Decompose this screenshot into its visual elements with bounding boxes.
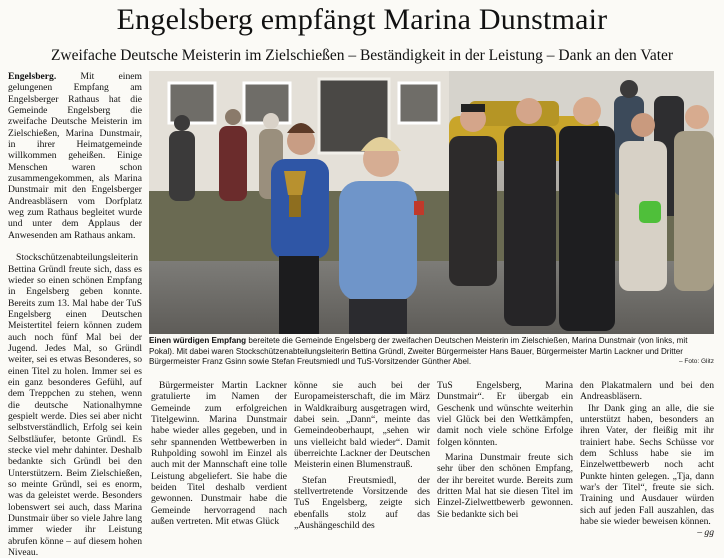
article-column-3 [294,380,430,531]
press-photo [149,71,714,334]
article-column-5 [580,380,714,539]
headline: Engelsberg empfängt Marina Dunstmair [116,3,608,36]
article-paragraph: den Plakatmalern und bei den Andreasbläsern. [580,380,714,403]
article-paragraph: Marina Dunstmair freute sich sehr über den schönen Empfang, der ihr bereitet wurde. Bereits zum dritten Mal hat sie diesen Titel im Einzel-Zielwettbewerb gewonnen. Sie bedankte sich bei [437,452,573,520]
paragraph-text: Mit einem gelungenen Empfang am Engelsberger Rathaus hat die Gemeinde Engelsberg die zweifache Deutsche Meisterin im Zielschießen, Marina Dunstmair, in ihrer Heimatgemeinde willkommen geheißen. Einige Menschen waren schon zusammengekommen, als Marina Dunstmair mit den Engelsberger Andreasbläsern vom Dorfplatz weg zum Rathaus begleitet wurde und unter dem Applaus der Anwesenden am Rathaus ankam. [8,71,142,241]
article-paragraph: Stockschützenabteilungsleiterin Bettina Gründl freute sich, dass es wieder so einen schönen Empfang in Engelsberg geben konnte. Bereits zum 13. Mal habe der TuS Engelsberg einen Deutschen Meistertitel feiern können zudem auch noch fünf Mal bei der Jugend. Jedes Mal, so Gründl weiter, sei es etwas Besonderes, so einen Titel zu holen. Immer sei es ein ganz besonderes Gefühl, auf dem Treppchen zu stehen, wenn die deutsche Nationalhymne gespielt werde. Dies sei aber nicht selbstverständlich, Erfolg sei kein Selbstläufer, betonte Gründl. Es stecke viel mehr dahinter. Deshalb bedankte sich Gründl bei den Unterstützern. Beim Zielschießen, so meinte Gründl, sei es enorm, was da geleistet werde. Besonders lobenswert sei auch, dass Marina Dunstmair über so viele Jahre lang immer wieder ihr Leistung abrufen könne – auf diesem hohen Niveau. [8,252,142,558]
author-signature: – gg [697,527,714,539]
article-paragraph: TuS Engelsberg, Marina Dunstmair“. Er übergab ein Geschenk und wünschte weiterhin viel Glück bei den Wettkämpfen, damit noch viele schöne Erfolge folgen könnten. [437,380,573,448]
photo-caption [149,336,714,368]
article-paragraph: Bürgermeister Martin Lackner gratulierte im Namen der Gemeinde zum erfolgreichen Titelgewinn. Marina Dunstmair habe wieder alles gegeben, und in sehr spannenden Wettbewerben in Ruhpolding sowohl im Einzel als auch mit der Mannschaft eine tolle Leistung abgeliefert. Sie habe die beiden Titel deshalb verdient gewonnen. Dunstmair habe die Gemeinde hervorragend nach außen vertreten. Mit etwas Glück [151,380,287,528]
article-paragraph [8,71,142,241]
article-paragraph: Stefan Freutsmiedl, der stellvertretende Vorsitzende des TuS Engelsberg, zeigte sich ebenfalls stolz auf das „Aushängeschild des [294,474,430,532]
dateline: Engelsberg. [8,71,57,82]
photo-illustration [149,71,714,334]
article-column-1 [8,71,142,558]
article-paragraph: Ihr Dank ging an alle, die sie unterstützt haben, besonders an ihren Vater, der fleißig mit ihr trainiert habe. Sechs Schüsse vor dem Schluss habe sie im Einzelwettbewerb noch acht Punkte hinten gelegen. „Tja, dann war's der Titel“, freute sie sich. Training und Ausdauer würden sich auf jeden Fall auszahlen, das habe sie wieder beweisen können. [580,402,714,528]
caption-lead: Einen würdigen Empfang [149,336,247,345]
photo-credit: – Foto: Glitz [678,358,714,365]
article-column-4 [437,380,573,520]
caption-text: bereitete die Gemeinde Engelsberg der zweifachen Deutschen Meisterin im Zielschießen, Marina Dunstmair (von links, mit Pokal). Mit dabei waren Stockschützenabteilungsleiterin Bettina Gründl, Zweiter Bürgermeister Hans Bauer, Bürgermeister Martin Lackner und Dritter Bürgermeister Franz Gsinn sowie Stefan Freutsmiedl und TuS-Vorsitzender Günther Abel. [149,336,688,367]
article-column-2 [151,380,287,527]
article-paragraph: könne sie auch bei der Europameisterschaft, die im März in Waldkraiburg ausgetragen wird, dabei sein. „Dann“, meinte das Gemeindeoberhaupt, „sehen wir uns vielleicht bald wieder“. Damit überreichte Lackner der Deutschen Meisterin einen Blumenstrauß. [294,380,430,471]
subheadline: Zweifache Deutsche Meisterin im Zielschießen – Beständigkeit in der Leistung – Dank an den Vater [50,47,674,64]
